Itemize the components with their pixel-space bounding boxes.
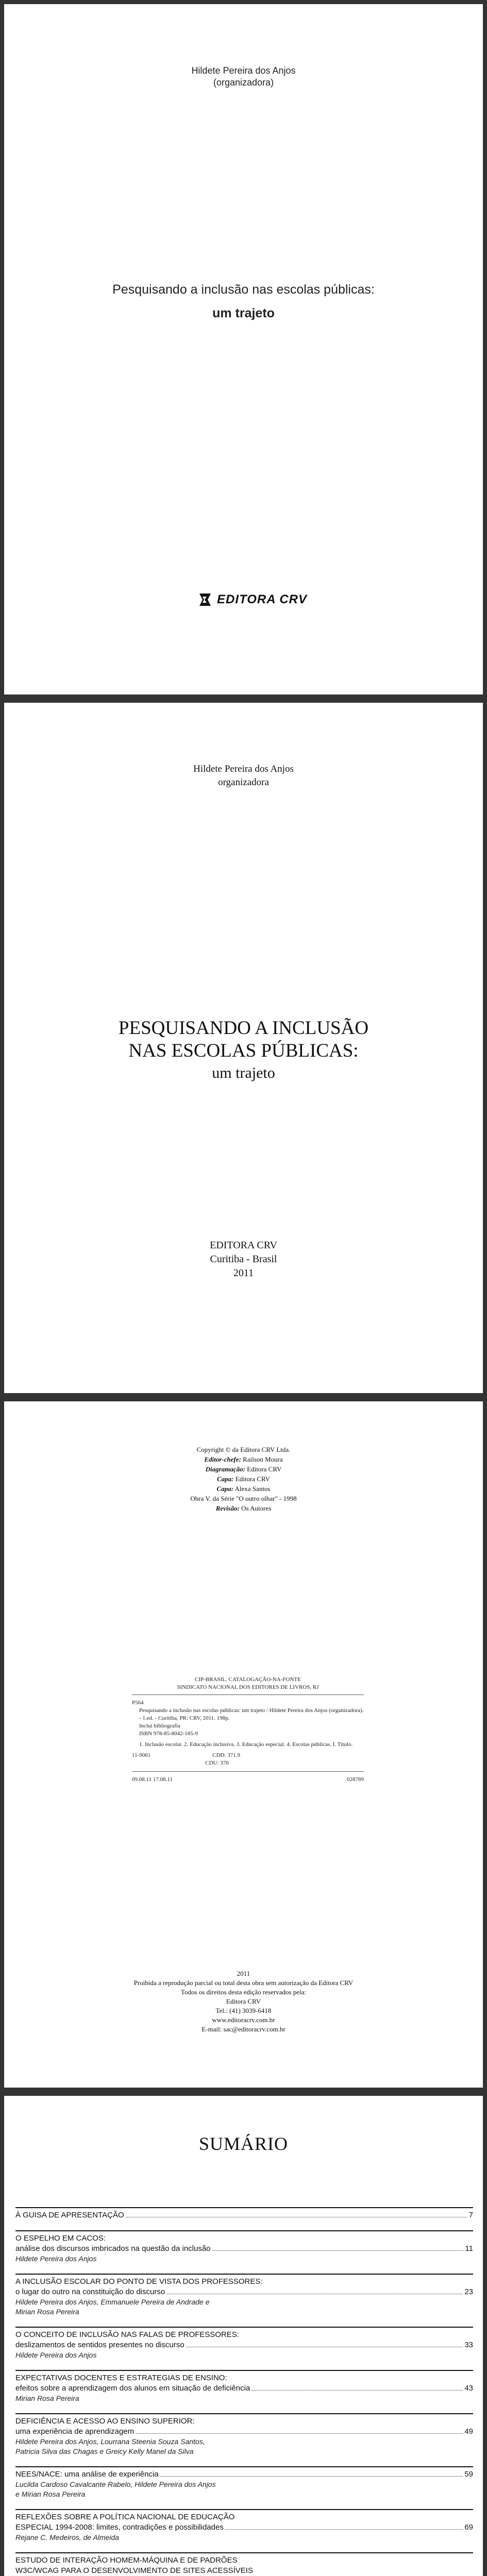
rights-line: Todos os direitos desta edição reservados pela: xyxy=(180,1988,307,1996)
toc-page-number: 49 xyxy=(464,2427,473,2436)
cip-cdu-row: CDU: 376 xyxy=(205,1760,229,1766)
rights-line: E-mail: sac@editoracrv.com.br xyxy=(201,2025,286,2033)
toc-entry-title: o lugar do outro na constituição do discurso xyxy=(15,2287,165,2296)
toc-leader-dots xyxy=(212,2250,464,2251)
toc-entry-title-line xyxy=(15,2244,473,2254)
title-page-imprint xyxy=(4,1239,483,1280)
toc-page xyxy=(4,2096,483,2576)
toc-entry-title-line xyxy=(15,2522,473,2533)
toc-entry-title-line xyxy=(15,2383,473,2394)
credit-line: Obra V. da Série "O outro olhar" - 1998 xyxy=(190,1495,297,1502)
toc-entry-title: uma experiência de aprendizagem xyxy=(15,2427,135,2436)
toc-page-number: 11 xyxy=(465,2244,473,2253)
credit-line: Editor-chefe: Railson Moura xyxy=(204,1455,283,1463)
toc-entry-title: ESTUDO DE INTERAÇÃO HOMEM-MÁQUINA E DE PADRÕES xyxy=(15,2556,238,2565)
rights-block xyxy=(4,1969,483,2034)
credit-line: Capa: Editora CRV xyxy=(217,1475,270,1483)
toc-leader-dots xyxy=(160,2476,463,2477)
credit-line: Capa: Alexa Santos xyxy=(216,1485,271,1493)
cover-subtitle: um trajeto xyxy=(212,306,275,320)
toc-entry-authors: Hildete Pereira dos Anjos, Emmanuele Pereira de Andrade e xyxy=(15,2298,210,2306)
cip-subjects: 1. Inclusão escolar. 2. Educação inclusiva. 3. Educação especial. 4. Escolas públicas. I. Título. xyxy=(139,1741,353,1748)
credits-page xyxy=(4,1401,483,2088)
toc-page-number: 33 xyxy=(464,2341,473,2349)
toc-entry xyxy=(15,2509,473,2543)
toc-entry-title: A INCLUSÃO ESCOLAR DO PONTO DE VISTA DOS PROFESSORES: xyxy=(15,2277,263,2286)
toc-page-number: 43 xyxy=(464,2384,473,2393)
toc-entry xyxy=(15,2413,473,2456)
cip-bibliography: Inclui bibliografia xyxy=(139,1723,180,1729)
toc-leader-dots xyxy=(225,2529,463,2530)
imprint-year: 2011 xyxy=(233,1267,254,1279)
toc-page-number: 23 xyxy=(464,2287,473,2296)
toc-leader-dots xyxy=(136,2433,463,2434)
cip-rule xyxy=(132,1694,364,1695)
toc-entry-authors: Hildete Pereira dos Anjos xyxy=(15,2255,97,2263)
toc-entry-title-line xyxy=(15,2469,473,2480)
toc-entry-authors: Hildete Pereira dos Anjos xyxy=(15,2351,97,2359)
cover-editor-role: (organizadora) xyxy=(213,77,274,88)
cover-page xyxy=(4,4,483,694)
title-page-editor xyxy=(4,762,483,789)
cip-code: P564 xyxy=(132,1700,144,1706)
rights-line: Tel.: (41) 3039-6418 xyxy=(215,2007,272,2014)
toc-entry xyxy=(15,2370,473,2403)
toc-entry-title: O ESPELHO EM CACOS: xyxy=(15,2234,106,2243)
toc-entry-title: W3C/WCAG PARA O DESENVOLVIMENTO DE SITES ACESSÍVEIS xyxy=(15,2566,253,2575)
title-page-editor-role: organizadora xyxy=(218,777,269,788)
toc-entry-title-line xyxy=(15,2340,473,2350)
toc-page-number: 7 xyxy=(468,2211,473,2219)
toc-entry xyxy=(15,2552,473,2576)
rights-line: Editora CRV xyxy=(226,1997,261,2005)
toc-entry-authors: e Mirian Rosa Pereira xyxy=(15,2490,86,2498)
credit-line: Diagramação: Editora CRV xyxy=(205,1465,282,1473)
credits-block xyxy=(4,1445,483,1513)
cover-editor-name: Hildete Pereira dos Anjos xyxy=(191,65,296,76)
cip-footer-row: 09.08.11 17.08.11 028789 xyxy=(132,1776,364,1783)
toc-entry-title-line xyxy=(15,2210,473,2221)
toc-entry-title: REFLEXÕES SOBRE A POLÍTICA NACIONAL DE EDUCAÇÃO xyxy=(15,2513,235,2521)
publisher-logo xyxy=(197,592,307,607)
publisher-logo-text: EDITORA CRV xyxy=(217,592,308,606)
cip-isbn: ISBN 978-85-8042-185-9 xyxy=(139,1731,198,1737)
toc-entry-authors: Lucilda Cardoso Cavalcante Rabelo, Hildete Pereira dos Anjos xyxy=(15,2480,216,2488)
cip-description: Pesquisando a inclusão nas escolas públicas: um trajeto / Hildete Pereira dos Anjos (organizadora). - 1.ed. - Curitiba, PR: CRV, 2011. 198p. xyxy=(139,1707,364,1721)
rights-line: Proibida a reprodução parcial ou total desta obra sem autorização da Editora CRV xyxy=(133,1979,354,1987)
toc-entry-title: deslizamentos de sentidos presentes no discurso xyxy=(15,2341,184,2349)
toc-entry xyxy=(15,2274,473,2317)
rights-line: www.editoracrv.com.br xyxy=(212,2016,275,2024)
rights-year: 2011 xyxy=(237,1970,250,1977)
toc-entry-authors: Patricia Silva das Chagas e Greicy Kelly Manel da Silva xyxy=(15,2447,194,2455)
toc-entry-title: efeitos sobre a aprendizagem dos alunos em situação de deficiência xyxy=(15,2384,250,2393)
toc-title: SUMÁRIO xyxy=(198,2133,289,2154)
toc-entry-authors: Hildete Pereira dos Anjos, Lourrana Steenia Souza Santos, xyxy=(15,2437,205,2446)
toc-entry-title: ESPECIAL 1994-2008: limites, contradições e possibilidades xyxy=(15,2523,224,2532)
title-page xyxy=(4,703,483,1393)
toc-page-number: 59 xyxy=(464,2470,473,2479)
toc-entry-title: DEFICIÊNCIA E ACESSO AO ENSINO SUPERIOR: xyxy=(15,2417,195,2426)
imprint-publisher: EDITORA CRV xyxy=(210,1240,277,1251)
cip-classification: 11-9061 CDD: 371.9 xyxy=(132,1752,241,1758)
cip-rule xyxy=(132,1771,364,1772)
toc-entry xyxy=(15,2230,473,2264)
toc-entry-authors: Rejane C. Medeiros, de Almeida xyxy=(15,2533,120,2541)
toc-leader-dots xyxy=(251,2390,463,2391)
toc-entry-title: À GUISA DE APRESENTAÇÃO xyxy=(15,2211,124,2219)
copyright-line: Copyright © da Editora CRV Ltda. xyxy=(196,1446,291,1453)
crv-logo-icon xyxy=(197,592,213,607)
title-page-editor-name: Hildete Pereira dos Anjos xyxy=(193,764,294,774)
cover-editor xyxy=(4,65,483,89)
toc-entry-title-line xyxy=(15,2427,473,2437)
title-page-title xyxy=(4,1017,483,1062)
title-line-1: PESQUISANDO A INCLUSÃO xyxy=(118,1018,369,1039)
toc-entry-title: EXPECTATIVAS DOCENTES E ESTRATEGIAS DE ENSINO: xyxy=(15,2374,227,2382)
cip-block xyxy=(132,1676,364,1784)
cip-header: CIP-BRASIL. CATALOGAÇÃO-NA-FONTE SINDICATO NACIONAL DOS EDITORES DE LIVROS, RJ xyxy=(177,1676,319,1690)
toc-entry-title-line xyxy=(15,2287,473,2297)
credit-line: Revisão: Os Autores xyxy=(215,1504,272,1512)
toc-entry-authors: Mirian Rosa Pereira xyxy=(15,2394,79,2402)
toc-entry xyxy=(15,2327,473,2360)
imprint-city: Curitiba - Brasil xyxy=(210,1253,277,1265)
toc-entry-authors: Mirian Rosa Pereira xyxy=(15,2308,79,2316)
title-page-subtitle: um trajeto xyxy=(212,1064,275,1081)
toc-entry-title: análise dos discursos imbricados na questão da inclusão xyxy=(15,2244,211,2253)
toc-entry xyxy=(15,2466,473,2499)
toc-page-number: 69 xyxy=(464,2523,473,2532)
toc-entry-title: NEES/NACE: uma análise de experiência xyxy=(15,2470,159,2479)
title-line-2: NAS ESCOLAS PÚBLICAS: xyxy=(128,1040,359,1061)
cover-title: Pesquisando a inclusão nas escolas públicas: xyxy=(112,282,375,297)
toc-entry-title: O CONCEITO DE INCLUSÃO NAS FALAS DE PROFESSORES: xyxy=(15,2330,239,2339)
toc-list xyxy=(15,2207,473,2576)
toc-entry xyxy=(15,2207,473,2221)
